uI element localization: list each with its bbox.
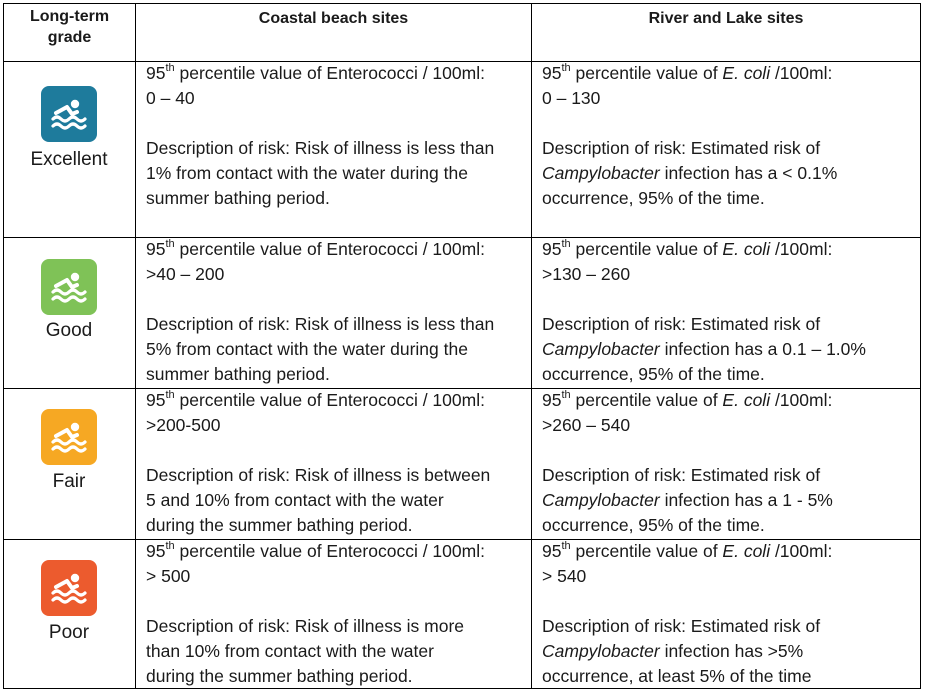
swimmer-icon-graphic xyxy=(41,409,97,465)
coastal-risk-line: during the summer bathing period. xyxy=(146,666,413,686)
header-grade xyxy=(4,6,135,48)
river-risk-line: Campylobacter infection has >5% xyxy=(542,641,804,661)
grade-label: Good xyxy=(45,320,93,341)
coastal-percentile-line: 95th percentile value of Enterococci / 100ml: xyxy=(146,389,485,410)
river-percentile-line: 95th percentile value of E. coli /100ml: xyxy=(542,540,833,561)
river-risk-line: Description of risk: Estimated risk of xyxy=(542,616,821,636)
grade-label: Fair xyxy=(52,471,86,492)
river-cell xyxy=(542,61,837,211)
coastal-cell xyxy=(146,237,494,387)
coastal-risk-line: than 10% from contact with the water xyxy=(146,641,434,661)
coastal-risk-line: Description of risk: Risk of illness is less than xyxy=(146,314,495,334)
coastal-range: 0 – 40 xyxy=(146,88,195,108)
swimmer-icon-graphic xyxy=(41,259,97,315)
river-risk-line: occurrence, 95% of the time. xyxy=(542,188,765,208)
river-risk-line: Campylobacter infection has a < 0.1% xyxy=(542,163,838,183)
coastal-cell xyxy=(146,539,485,689)
river-range: >130 – 260 xyxy=(542,264,631,284)
river-range: > 540 xyxy=(542,566,587,586)
swimmer-icon-graphic xyxy=(41,560,97,616)
header-grade-line1: Long-term xyxy=(29,8,110,25)
coastal-percentile-line: 95th percentile value of Enterococci / 100ml: xyxy=(146,62,485,83)
coastal-risk-line: summer bathing period. xyxy=(146,364,330,384)
river-risk-line: Campylobacter infection has a 1 - 5% xyxy=(542,490,833,510)
river-range: >260 – 540 xyxy=(542,415,631,435)
grade-label: Excellent xyxy=(30,149,108,170)
river-range: 0 – 130 xyxy=(542,88,601,108)
swimmer-icon xyxy=(41,259,97,315)
column-divider xyxy=(531,4,532,688)
coastal-risk-line: Description of risk: Risk of illness is between xyxy=(146,465,491,485)
coastal-range: >200-500 xyxy=(146,415,221,435)
header-grade-line2: grade xyxy=(47,29,92,46)
coastal-cell xyxy=(146,388,490,538)
coastal-range: >40 – 200 xyxy=(146,264,225,284)
coastal-percentile-line: 95th percentile value of Enterococci / 100ml: xyxy=(146,540,485,561)
river-cell xyxy=(542,539,832,689)
river-cell xyxy=(542,237,866,387)
river-percentile-line: 95th percentile value of E. coli /100ml: xyxy=(542,62,833,83)
river-percentile-line: 95th percentile value of E. coli /100ml: xyxy=(542,389,833,410)
grade-label: Poor xyxy=(48,622,90,643)
header-coastal: Coastal beach sites xyxy=(258,10,409,27)
swimmer-icon xyxy=(41,409,97,465)
river-risk-line: occurrence, 95% of the time. xyxy=(542,515,765,535)
river-risk-line: occurrence, 95% of the time. xyxy=(542,364,765,384)
river-risk-line: occurrence, at least 5% of the time xyxy=(542,666,812,686)
coastal-risk-line: during the summer bathing period. xyxy=(146,515,413,535)
coastal-percentile-line: 95th percentile value of Enterococci / 100ml: xyxy=(146,238,485,259)
river-cell xyxy=(542,388,833,538)
river-risk-line: Description of risk: Estimated risk of xyxy=(542,314,821,334)
header-river: River and Lake sites xyxy=(648,10,804,27)
river-risk-line: Description of risk: Estimated risk of xyxy=(542,465,821,485)
swimmer-icon xyxy=(41,560,97,616)
coastal-risk-line: Description of risk: Risk of illness is more xyxy=(146,616,464,636)
coastal-risk-line: summer bathing period. xyxy=(146,188,330,208)
river-risk-line: Campylobacter infection has a 0.1 – 1.0% xyxy=(542,339,866,359)
coastal-risk-line: 5 and 10% from contact with the water xyxy=(146,490,444,510)
swimmer-icon xyxy=(41,86,97,142)
river-percentile-line: 95th percentile value of E. coli /100ml: xyxy=(542,238,833,259)
coastal-risk-line: 1% from contact with the water during the xyxy=(146,163,468,183)
swimmer-icon-graphic xyxy=(41,86,97,142)
column-divider xyxy=(135,4,136,688)
coastal-risk-line: 5% from contact with the water during the xyxy=(146,339,468,359)
river-risk-line: Description of risk: Estimated risk of xyxy=(542,138,821,158)
coastal-risk-line: Description of risk: Risk of illness is less than xyxy=(146,138,495,158)
coastal-range: > 500 xyxy=(146,566,191,586)
coastal-cell xyxy=(146,61,494,211)
